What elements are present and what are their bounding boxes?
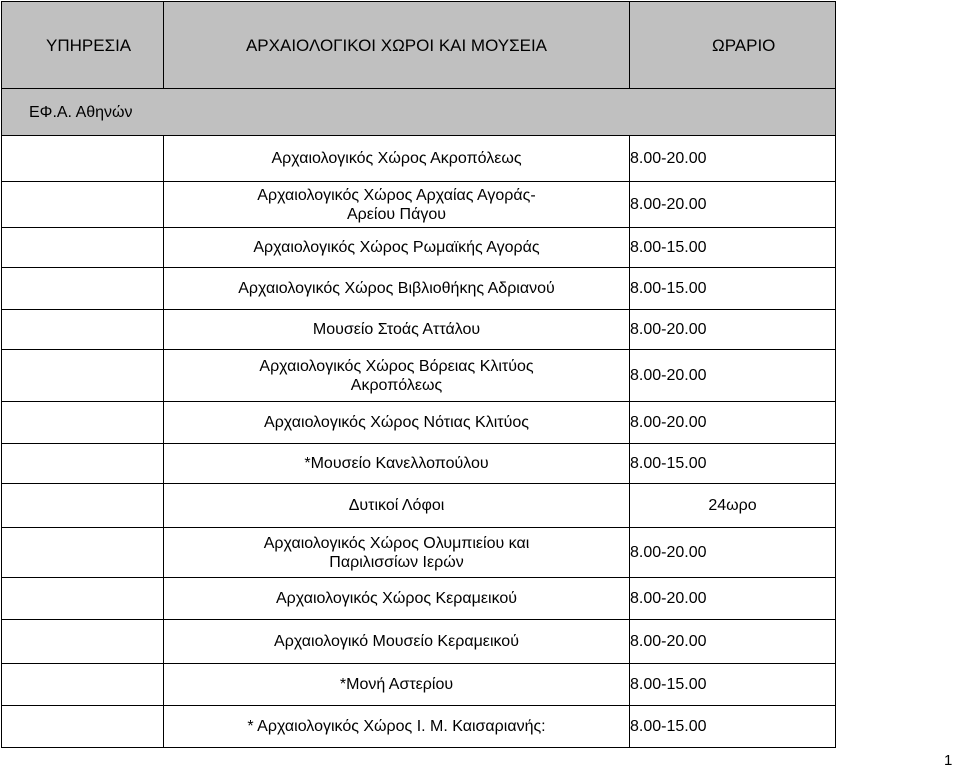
table-row (2, 402, 836, 444)
site-name-line2: Παριλισσίων Ιερών (329, 553, 464, 571)
schedule-table (1, 1, 836, 748)
table-row (2, 350, 836, 402)
site-hours-cell: 8.00-15.00 (630, 706, 836, 748)
site-hours-cell: 24ωρο (630, 484, 836, 528)
site-service-cell (2, 228, 164, 268)
site-name-line2: Αρείου Πάγου (346, 205, 446, 223)
site-hours-cell: 8.00-20.00 (630, 182, 836, 228)
site-service-cell (2, 350, 164, 402)
site-service-cell (2, 706, 164, 748)
site-name-cell (164, 182, 630, 228)
site-name-cell (164, 310, 630, 350)
header-row (2, 2, 836, 89)
site-service-cell (2, 182, 164, 228)
table-row (2, 310, 836, 350)
site-name-line1: Αρχαιολογικός Χώρος Ρωμαϊκής Αγοράς (253, 239, 540, 256)
site-name-line2: Ακροπόλεως (350, 376, 443, 394)
site-hours-cell: 8.00-20.00 (630, 310, 836, 350)
header-service: ΥΠΗΡΕΣΙΑ (2, 2, 164, 89)
table-row (2, 578, 836, 620)
site-name-cell (164, 484, 630, 528)
site-service-cell (2, 136, 164, 182)
region-name: ΕΦ.Α. Αθηνών (29, 103, 133, 121)
site-name-cell (164, 402, 630, 444)
site-name-line1: *Μουσείο Κανελλοπούλου (304, 455, 489, 472)
site-service-cell (2, 402, 164, 444)
site-name-cell (164, 228, 630, 268)
table-row (2, 664, 836, 706)
table-row (2, 706, 836, 748)
site-hours-cell: 8.00-20.00 (630, 620, 836, 664)
site-name-cell (164, 350, 630, 402)
site-hours-cell: 8.00-15.00 (630, 268, 836, 310)
site-service-cell (2, 484, 164, 528)
table-row (2, 620, 836, 664)
site-name-line1: Μουσείο Στοάς Αττάλου (312, 321, 481, 338)
site-name-line1: Αρχαιολογικός Χώρος Ακροπόλεως (271, 150, 522, 167)
table-row (2, 228, 836, 268)
site-name-cell (164, 444, 630, 484)
table-row (2, 182, 836, 228)
site-name-line1: Αρχαιολογικός Χώρος Βόρειας Κλιτύος (259, 357, 534, 375)
site-service-cell (2, 664, 164, 706)
site-name-line1: Αρχαιολογικός Χώρος Κεραμεικού (275, 590, 518, 607)
site-hours-cell: 8.00-20.00 (630, 350, 836, 402)
site-name-line1: Αρχαιολογικός Χώρος Νότιας Κλιτύος (264, 414, 529, 431)
table-row (2, 268, 836, 310)
site-name-cell (164, 528, 630, 578)
site-name-line1: *Μονή Αστερίου (339, 676, 454, 693)
header-hours: ΩΡΑΡΙΟ (630, 2, 836, 89)
site-hours-cell: 8.00-15.00 (630, 228, 836, 268)
page-number: 1 (944, 752, 953, 769)
site-name-cell (164, 664, 630, 706)
site-name-cell (164, 578, 630, 620)
region-row (2, 89, 836, 136)
table-row (2, 444, 836, 484)
site-hours-cell: 8.00-15.00 (630, 444, 836, 484)
site-name-line1: Αρχαιολογικός Χώρος Βιβλιοθήκης Αδριανού (238, 280, 555, 297)
site-service-cell (2, 528, 164, 578)
site-name-line1: Δυτικοί Λόφοι (348, 497, 445, 514)
site-name-cell (164, 706, 630, 748)
table-row (2, 136, 836, 182)
site-name-cell (164, 268, 630, 310)
site-service-cell (2, 268, 164, 310)
site-hours-cell: 8.00-20.00 (630, 402, 836, 444)
site-name-cell (164, 136, 630, 182)
site-name-line1: Αρχαιολογικό Μουσείο Κεραμεικού (274, 633, 519, 650)
header-sites: ΑΡΧΑΙΟΛΟΓΙΚΟΙ ΧΩΡΟΙ ΚΑΙ ΜΟΥΣΕΙΑ (164, 2, 630, 89)
site-name-line1: * Αρχαιολογικός Χώρος Ι. Μ. Καισαριανής: (247, 718, 546, 735)
site-name-line1: Αρχαιολογικός Χώρος Ολυμπιείου και (263, 534, 530, 552)
site-hours-cell: 8.00-20.00 (630, 578, 836, 620)
table-row (2, 528, 836, 578)
site-service-cell (2, 310, 164, 350)
site-service-cell (2, 444, 164, 484)
site-service-cell (2, 578, 164, 620)
site-name-cell (164, 620, 630, 664)
site-name-line1: Αρχαιολογικός Χώρος Αρχαίας Αγοράς- (257, 186, 536, 204)
table-row (2, 484, 836, 528)
site-hours-cell: 8.00-20.00 (630, 136, 836, 182)
site-hours-cell: 8.00-20.00 (630, 528, 836, 578)
site-hours-cell: 8.00-15.00 (630, 664, 836, 706)
site-service-cell (2, 620, 164, 664)
region-cell (2, 89, 836, 136)
